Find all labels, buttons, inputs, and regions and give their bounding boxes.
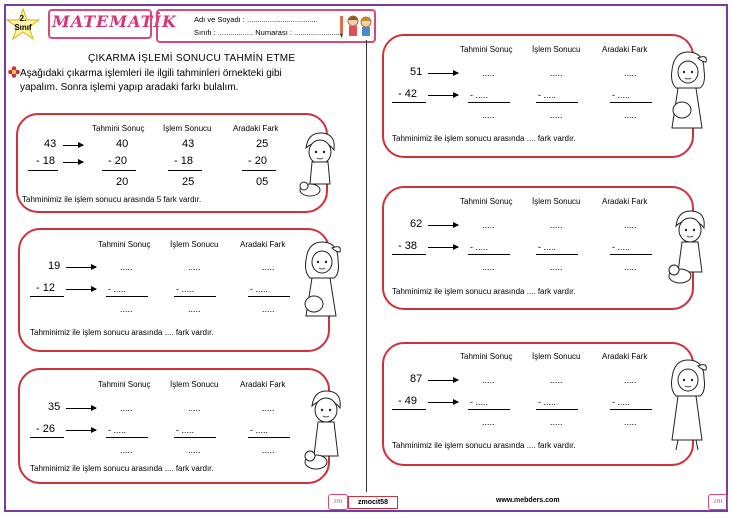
col-estimate: Tahmini Sonuç (460, 45, 513, 54)
result-a-blank: ..... (550, 68, 563, 78)
underline (536, 102, 578, 103)
estimate-a-blank: ..... (120, 403, 133, 413)
example-diff-result: 05 (256, 176, 269, 188)
class-label: Sınıfı : ................. Numarası : ...................... (194, 28, 340, 37)
col-result: İşlem Sonucu (170, 380, 219, 389)
col-estimate: Tahmini Sonuç (460, 352, 513, 361)
col-estimate: Tahmini Sonuç (460, 197, 513, 206)
col-difference: Aradaki Fark (602, 197, 648, 206)
underline (392, 102, 426, 103)
subtrahend: - 26 (36, 423, 55, 435)
underline (28, 170, 58, 171)
underline (610, 409, 652, 410)
estimate-b-blank: - ..... (108, 425, 126, 435)
subtrahend: - 42 (398, 88, 417, 100)
arrow-icon (428, 73, 458, 74)
col-difference: Aradaki Fark (233, 124, 279, 133)
col-difference: Aradaki Fark (602, 45, 648, 54)
arrow-icon (428, 402, 458, 403)
diff-a-blank: ..... (624, 375, 637, 385)
result-b-blank: - ..... (176, 284, 194, 294)
diff-result-blank: ..... (262, 304, 275, 314)
diff-a-blank: ..... (262, 403, 275, 413)
arrow-icon (63, 145, 83, 146)
subtrahend: - 49 (398, 395, 417, 407)
estimate-a-blank: ..... (120, 262, 133, 272)
underline (106, 437, 148, 438)
underline (610, 102, 652, 103)
underline (174, 296, 216, 297)
girl-illustration-icon (664, 48, 710, 140)
underline (536, 409, 578, 410)
page-heading: ÇIKARMA İŞLEMİ SONUCU TAHMİN ETME (88, 53, 296, 64)
diff-a-blank: ..... (624, 68, 637, 78)
diff-b-blank: - ..... (612, 397, 630, 407)
underline (610, 254, 652, 255)
card-footer: Tahminimiz ile işlem sonucu arasında .... fark vardır. (392, 134, 576, 143)
example-est-a: 40 (116, 138, 129, 150)
instruction-line-1: Aşağıdaki çıkarma işlemleri ile ilgili tahminleri örnekteki gibi (20, 68, 282, 79)
arrow-icon (66, 267, 96, 268)
underline (248, 296, 290, 297)
diff-a-blank: ..... (624, 220, 637, 230)
minuend: 62 (410, 218, 423, 230)
col-result: İşlem Sonucu (532, 45, 581, 54)
result-b-blank: - ..... (538, 242, 556, 252)
result-result-blank: ..... (188, 304, 201, 314)
underline (536, 254, 578, 255)
diff-result-blank: ..... (262, 445, 275, 455)
underline (468, 254, 510, 255)
diff-result-blank: ..... (624, 110, 637, 120)
underline (102, 170, 136, 171)
underline (30, 437, 64, 438)
underline (106, 296, 148, 297)
underline (392, 254, 426, 255)
card-footer: Tahminimiz ile işlem sonucu arasında .... fark vardır. (30, 464, 214, 473)
arrow-icon (428, 225, 458, 226)
child-illustration-icon (296, 128, 344, 200)
example-est-b: - 20 (108, 155, 127, 167)
card-footer: Tahminimiz ile işlem sonucu arasında .... fark vardır. (30, 328, 214, 337)
example-res-b: - 18 (174, 155, 193, 167)
minuend: 19 (48, 260, 61, 272)
estimate-b-blank: - ..... (470, 90, 488, 100)
col-result: İşlem Sonucu (163, 124, 212, 133)
result-a-blank: ..... (188, 403, 201, 413)
underline (242, 170, 276, 171)
girl-illustration-icon (298, 238, 344, 330)
result-result-blank: ..... (188, 445, 201, 455)
result-result-blank: ..... (550, 417, 563, 427)
underline (468, 409, 510, 410)
diff-b-blank: - ..... (612, 242, 630, 252)
estimate-a-blank: ..... (482, 68, 495, 78)
result-b-blank: - ..... (538, 397, 556, 407)
arrow-icon (66, 430, 96, 431)
estimate-a-blank: ..... (482, 220, 495, 230)
underline (174, 437, 216, 438)
col-result: İşlem Sonucu (170, 240, 219, 249)
estimate-a-blank: ..... (482, 375, 495, 385)
diff-b-blank: - ..... (612, 90, 630, 100)
example-est-result: 20 (116, 176, 129, 188)
subtrahend: - 12 (36, 282, 55, 294)
diff-b-blank: - ..... (250, 425, 268, 435)
instruction-line-2: yapalım. Sonra işlemi yapıp aradaki farkı bulalım. (20, 82, 239, 93)
example-diff-b: - 20 (248, 155, 267, 167)
child-illustration-icon (302, 386, 348, 474)
name-label: Adı ve Soyadı : .................................. (194, 15, 318, 24)
grade-badge: 2. Sınıf (14, 14, 32, 32)
arrow-icon (428, 380, 458, 381)
result-result-blank: ..... (550, 262, 563, 272)
example-diff-a: 25 (256, 138, 269, 150)
arrow-icon (428, 95, 458, 96)
col-estimate: Tahmini Sonuç (92, 124, 145, 133)
col-estimate: Tahmini Sonuç (98, 240, 151, 249)
diff-result-blank: ..... (624, 417, 637, 427)
estimate-b-blank: - ..... (108, 284, 126, 294)
result-b-blank: - ..... (176, 425, 194, 435)
result-a-blank: ..... (550, 375, 563, 385)
subject-title: MATEMATİK (52, 12, 177, 31)
column-divider (366, 40, 367, 492)
child-illustration-icon (666, 206, 712, 288)
example-res-result: 25 (182, 176, 195, 188)
underline (30, 296, 64, 297)
result-a-blank: ..... (550, 220, 563, 230)
diff-a-blank: ..... (262, 262, 275, 272)
minuend: 35 (48, 401, 61, 413)
instructions (20, 67, 320, 95)
result-b-blank: - ..... (538, 90, 556, 100)
card-footer: Tahminimiz ile işlem sonucu arasında .... fark vardır. (392, 287, 576, 296)
underline (168, 170, 202, 171)
subtrahend: - 38 (398, 240, 417, 252)
flower-icon (8, 66, 20, 78)
site-url: www.mebders.com (496, 497, 560, 504)
arrow-icon (66, 289, 96, 290)
estimate-result-blank: ..... (482, 417, 495, 427)
estimate-result-blank: ..... (482, 262, 495, 272)
col-difference: Aradaki Fark (240, 380, 286, 389)
minuend: 51 (410, 66, 423, 78)
arrow-icon (63, 162, 83, 163)
estimate-result-blank: ..... (482, 110, 495, 120)
estimate-b-blank: - ..... (470, 397, 488, 407)
col-estimate: Tahmini Sonuç (98, 380, 151, 389)
estimate-result-blank: ..... (120, 304, 133, 314)
girl-illustration-icon (664, 356, 710, 452)
underline (468, 102, 510, 103)
zm-logo: zm (708, 494, 728, 510)
result-result-blank: ..... (550, 110, 563, 120)
arrow-icon (66, 408, 96, 409)
card-footer: Tahminimiz ile işlem sonucu arasında .... fark vardır. (392, 441, 576, 450)
arrow-icon (428, 247, 458, 248)
col-difference: Aradaki Fark (240, 240, 286, 249)
col-result: İşlem Sonucu (532, 197, 581, 206)
estimate-result-blank: ..... (120, 445, 133, 455)
underline (392, 409, 426, 410)
estimate-b-blank: - ..... (470, 242, 488, 252)
diff-result-blank: ..... (624, 262, 637, 272)
result-a-blank: ..... (188, 262, 201, 272)
diff-b-blank: - ..... (250, 284, 268, 294)
zm-logo: zm (328, 494, 348, 510)
example-res-a: 43 (182, 138, 195, 150)
kids-icon (340, 12, 374, 38)
col-difference: Aradaki Fark (602, 352, 648, 361)
example-footer: Tahminimiz ile işlem sonucu arasında 5 fark vardır. (22, 195, 202, 204)
minuend: 87 (410, 373, 423, 385)
example-minuend: 43 (44, 138, 57, 150)
example-subtrahend: - 18 (36, 155, 55, 167)
worksheet-code: zmocit58 (348, 496, 398, 509)
underline (248, 437, 290, 438)
col-result: İşlem Sonucu (532, 352, 581, 361)
